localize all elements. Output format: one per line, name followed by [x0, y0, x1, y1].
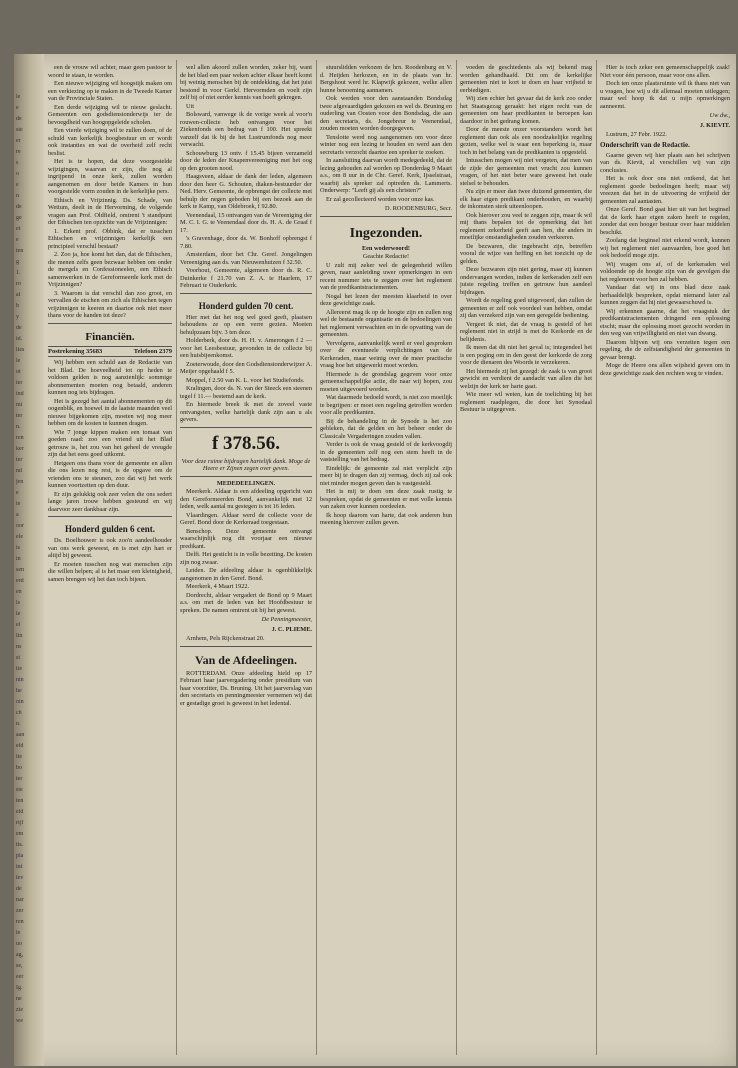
edge-text-fragment: ker	[16, 446, 24, 452]
edge-text-fragment: ns	[16, 644, 22, 650]
edge-text-fragment: de	[16, 325, 22, 331]
paragraph: Ik meen dat dit niet het geval is; integendeel het is een poging om in den geest der kerkorde de zorg voor de dienaren des Woords te verzekeren.	[460, 344, 592, 366]
edge-text-fragment: al	[16, 292, 21, 298]
edge-text-fragment: en	[16, 589, 22, 595]
paragraph: Ik hoop daarom van harte, dat ook anderen hun meening hierover zullen geven.	[320, 511, 452, 526]
edge-text-fragment: lev	[16, 875, 24, 881]
edge-text-fragment: b	[16, 303, 19, 309]
edge-text-fragment: ot	[16, 369, 21, 375]
edge-text-fragment: erd	[16, 578, 24, 584]
paragraph: Ds. Boelhouwer is ook zoo'n aandeelhouder van ons werk geweest, en is met zijn hart er altijd bij geweest.	[48, 537, 172, 559]
paragraph: Wie 7 jonge kippen maken een tomaat van goeden raad: zoo een vriend uit het Blad getrouw is, het zou van het geheel de vreugde zijn dat het eens goed uitkomt.	[48, 428, 172, 458]
edge-text-fragment: ter	[16, 457, 23, 463]
edge-text-fragment: e	[16, 237, 19, 243]
paragraph: Onze Geref. Bond gaat hier uit van het beginsel dat de kerk haar eigen zaken heeft te regelen, zonder dat een hooger bestuur over haar middelen beschikt.	[600, 206, 730, 236]
edge-text-fragment: mi	[16, 402, 23, 408]
paragraph: een de vrouw wil achter, maar geen pastoor te woord te staan, te worden.	[48, 64, 172, 79]
ingezonden-heading: Ingezonden.	[349, 225, 423, 241]
column-divider	[176, 60, 177, 1055]
paragraph: Het is gezegd het aantal abonnementen op dit oogenblik, en hoewel in de laatste maanden veel nieuwe bijgekomen zijn, moeten wij nog meer hebben om de kosten te kunnen dragen.	[48, 397, 172, 427]
edge-text-fragment: el	[16, 622, 21, 628]
paragraph: Vervolgens, aanvankelijk werd er veel gesproken over de eventueele verplichtingen van de Kerkeraden, maar weinig over de meer practische vraag hoe het uitgewerkt moet worden.	[320, 339, 452, 369]
edge-text-fragment: y	[16, 314, 19, 320]
edge-text-fragment: ro	[16, 281, 21, 287]
ingezonden-subheading: Een woderwoord!	[361, 244, 411, 252]
edge-text-fragment: ie	[16, 501, 21, 507]
edge-text-fragment: sen	[16, 567, 24, 573]
financien-heading: Financiën.	[85, 330, 135, 343]
edge-text-fragment: tie	[16, 666, 22, 672]
edge-text-fragment: nin	[16, 677, 24, 683]
paragraph: Moge de Heere ons allen wijsheid geven om in deze gewichtige zaak den rechten weg te vinden.	[600, 362, 730, 377]
edge-text-fragment: ter	[16, 776, 23, 782]
paragraph: Wie meer wil weten, kan de toelichting bij het reglement raadplegen, die door het Synodaal Bestuur is uitgegeven.	[460, 391, 592, 413]
donation-entry: 's Gravenhage, door ds. W. Bonhoff opbrengst f 7.80.	[180, 235, 312, 250]
paragraph: Door de meeste onzer voorstanders wordt het reglement dan ook als een noodzakelijke regeling gezien, welke wel is waar een beperking is, maar toch in het belang van de predikanten is opgesteld.	[460, 126, 592, 156]
edge-text-fragment: id.	[16, 336, 23, 342]
paragraph: Eindelijk: de gemeente zal niet verplicht zijn meer bij te dragen dan zij vermag, doch zij zal ook niet minder mogen geven dan is vastgesteld.	[320, 464, 452, 487]
paragraph: Deze bezwaren zijn niet gering, maar zij kunnen ondervangen worden, indien de kerkeraden zelf een juiste regeling treffen en getrouw hun aandeel bijdragen.	[460, 266, 592, 296]
edge-text-fragment: le	[16, 358, 21, 364]
edge-text-fragment: ier	[16, 380, 23, 386]
paragraph: stuurslidden verkozen de hrn. Roodenburg en V. d. Heijden herkozen, en in de plaats van hr. Bergshout werd hr. Klapwijk gekozen, welke allen hunne benoeming aannamen.	[320, 64, 452, 94]
paragraph: Het is ook door ons niet ontkend, dat het reglement goede bedoelingen heeft; maar wij vreezen dat het in de uitvoering de vrijheid der gemeenten zal aantasten.	[600, 175, 730, 205]
paragraph: Wij zien echter het gevaar dat de kerk zoo onder het Staatsgezag geraakt: het eigen recht van de gemeenten om haar predikanten te beroepen kan daardoor in het gedrang komen.	[460, 95, 592, 125]
paragraph: 3. Waarom is dat verschil dan zoo groot, en vervallen de eischen om zich als Ethischen tegen vrijzinnigen te keeren en daartoe ook niet meer thans voor de handen tot deze?	[48, 289, 172, 319]
paragraph: voeden de geschiedenis als wij bekend mag worden gehandhaafd. Dit om de kerkelijke gemeenten niet te kort te doen en haar vrijheid te eerbiedigen.	[460, 64, 592, 94]
paragraph: Nogal het lezen der meesten klaarheid in over deze gewichtige zaak.	[320, 292, 452, 307]
edge-text-fragment: a	[16, 512, 19, 518]
edge-text-fragment: eld	[16, 809, 24, 815]
column-4	[460, 64, 592, 1054]
paragraph: Moppel, f 2.50 van K. L. voor het Studiefonds.	[186, 376, 305, 384]
paragraph: Wat daarmede bedoeld wordt, is niet zoo moeilijk te begrijpen: er moet een regeling getroffen worden voor alle predikanten.	[320, 394, 452, 416]
edge-text-fragment: em	[16, 831, 24, 837]
edge-text-fragment: e	[16, 105, 19, 111]
edge-text-fragment: jen	[16, 479, 24, 485]
mededeeling-entry: Delft. Het gesticht is in volle bezetting. De kosten zijn nog zwaar.	[180, 551, 312, 566]
paragraph: Nu zijn er meer dan twee duizend gemeenten, die elk haar eigen predikant onderhouden, en waarbij de inkomsten sterk uiteenloopen.	[460, 188, 592, 210]
newspaper-page	[14, 54, 736, 1066]
reward-heading-70-cent: Honderd gulden 70 cent.	[198, 300, 294, 311]
edge-text-fragment: ter	[16, 413, 23, 419]
afdeelingen-text: ROTTERDAM. Onze afdeeling hield op 17 Februari haar jaarvergadering onder presidium van haar voorzitter, Ds. Bruning. Uit het jaarverslag van den secretaris en penningmeester vernemen wij dat er gestadige groei is geweest in het ledental.	[180, 669, 312, 707]
edge-text-fragment: re	[16, 149, 21, 155]
edge-text-fragment: he	[16, 688, 22, 694]
paragraph: En hiermede breek ik met de zoveel vaste ontvangsten, welke hartelijk dank zijn aan u als gevers.	[180, 401, 312, 423]
edge-text-fragment: nd	[16, 468, 22, 474]
mededeelingen-heading: MEDEDEELINGEN.	[216, 479, 276, 487]
edge-text-fragment: ste	[16, 787, 23, 793]
donation-entry: Amsterdam, door het Chr. Geref. Jongelingen Vereeniging aan ds. van Nieuwenhuizen f 32.50.	[180, 251, 312, 266]
paragraph: Ook hierover zou veel te zeggen zijn, maar ik wil mij thans bepalen tot de opmerking dat het reglement zekerheid geeft aan hen, die anders in moeilijke omstandigheden zouden verkeeren.	[460, 211, 592, 241]
penningmeester-name: J. C. PLIEME.	[271, 625, 312, 633]
edge-text-fragment: ag,	[16, 952, 24, 958]
paragraph: Ethisch en Vrijzinnig. Ds. Schade, van Wettum, deelt in de Hervorming, de volgende vragen aan Prof. Oldfield, omtrent 't standpunt der Ethischen ten opzichte van de Vrijzinnigen:	[48, 196, 172, 226]
edge-text-fragment: ten	[16, 248, 24, 254]
edge-text-fragment: n.	[16, 424, 21, 430]
column-divider	[316, 60, 317, 1055]
edge-text-fragment: eer	[16, 974, 24, 980]
edge-text-fragment: zie	[16, 1007, 23, 1013]
paragraph: Er zal gecollecteerd worden voor onze kas.	[326, 195, 435, 203]
paragraph: Zoolang dat beginsel niet erkend wordt, kunnen wij het reglement niet aanvaarden, hoe goed het ook bedoeld moge zijn.	[600, 237, 730, 259]
edge-text-fragment: oin	[16, 699, 24, 705]
edge-text-fragment: s	[16, 160, 19, 166]
paragraph: Een vierde wijziging wil te zullen doen, of de schuld van kerkelijk hoogbestuur en er wordt ook instanties en wat de overheid zelf recht beslist.	[48, 127, 172, 157]
donation-entry: Voorhout, Gemeente, algemeen door ds. R. C. Duinkerke f 21.70 van Z. A. te Haarlem, 17 Februari te Ouderkerk.	[180, 267, 312, 289]
edge-text-fragment: aan	[16, 732, 25, 738]
paragraph: Hetgeen ons thans voor de gemeente en allen die ons lezen nog rest, is de opgave om de vrienden ons te steunen, zoo dat wij het werk kunnen voortzetten op den duur.	[48, 459, 172, 489]
edge-text-fragment: eld	[16, 743, 24, 749]
mededeeling-entry: Meerkerk. Aldaar is een afdeeling opgericht van den Gereformeerden Bond, aanvankelijk met 12 leden, welk aantal nu gestegen is tot 16 leden.	[180, 488, 312, 510]
edge-text-fragment: tts.	[16, 842, 24, 848]
paragraph: Uit	[186, 102, 195, 110]
edge-text-fragment: bo	[16, 765, 22, 771]
paragraph: wel allen akoord zullen worden, zeker bij, want de het blad een paar weken achter elkaar heeft komt bij weinig menschen bij de ontdekking, dat het juist bestond in voor Gerkf. Hervormden en voelt zijn zelf bij of niet eerder kennis van hoeft gekregen.	[180, 64, 312, 101]
edge-text-fragment: uo	[16, 941, 22, 947]
paragraph: 1. Erkent prof. Obbink, dat er tusschen Ethischen en vrijzinnigen kerkelijk een principieel verschil bestaat?	[48, 227, 172, 250]
paragraph: Hier is toch zeker een gemeenschappelijk zaak! Niet voor één persoon, maar voor ons allen.	[600, 64, 730, 79]
letter-closing: Uw dw.,	[709, 112, 730, 119]
paragraph: De bezwaren, die ingebracht zijn, betreffen vooral de wijze van heffing en het toezicht op de gelden.	[460, 242, 592, 265]
edge-text-fragment: 1.	[16, 270, 21, 276]
paragraph: Vandaar dat wij in ons blad deze zaak herhaaldelijk bespreken, opdat niemand later zal kunnen zeggen dat hij niet gewaarschuwd is.	[600, 284, 730, 306]
paragraph: Een nieuwe wijziging wil hoogstijk maken om een verkiezing op te maken in de Tweede Kamer van de Provinciale Staten.	[48, 80, 172, 102]
paragraph: Bij de behandeling in de Synode is het zoo gebleken, dat de gelden en het beheer onder de Classicale Vergaderingen zouden vallen.	[320, 417, 452, 440]
paragraph: Het hiermede zij het gezegd: de zaak is van groot gewicht en verdient de aandacht van allen die het welzijn der kerk ter harte gaat.	[460, 367, 592, 390]
paragraph: Wij vragen ons af, of de kerkeraden wel voldoende op de hoogte zijn van de gevolgen die het reglement voor hen zal hebben.	[600, 260, 730, 283]
edge-text-fragment: se,	[16, 963, 23, 969]
mededeeling-entry: Leiden. De afdeeling aldaar is ogenblikkelijk aangenomen in den Geref. Bond.	[180, 567, 312, 582]
paragraph: Wij erkennen gaarne, dat het vraagstuk der predikantstractementen dringend een oplossing eischt; maar die oplossing moet gezocht worden in den weg van vrijwilligheid en niet van dwang.	[600, 307, 730, 337]
paragraph: U zult mij zeker wel de gelegenheid willen geven, naar aanleiding uwer opmerkingen in een recent nummer iets te zeggen over het reglement van de predikantstractementen.	[320, 261, 452, 291]
paragraph: Doch ten onze plaatsruimte wil ik thans niet van u vragen, hoe wij u dit allemaal moeten uitleggen; maar wel hoop ik dat u mijn opmerkingen aanneemt.	[600, 80, 730, 110]
edge-text-fragment: le	[16, 611, 21, 617]
telefoon-label: Telefoon 2379	[133, 347, 172, 355]
edge-text-fragment: ite	[16, 754, 22, 760]
paragraph: Allereerst mag ik op de hoogte zijn en zullen nog wel de bestaande organisatie en de bedoelingen van het reglement verwachten en in de opvatting van de gemeenten.	[320, 308, 452, 338]
paragraph: Wij hebben een schuld aan de Redactie van het Blad. De hoeveelheid tot op heden te voldoen gelden is nog aanzienlijk: sommige abonnementen moeten nog betaald, anderen kunnen nog iets bijdragen.	[48, 359, 172, 396]
paragraph: In aansluiting daarvan wordt medegedeeld, dat de lezing gehouden zal worden op Donderdag 9 Maart a.s., om 8 uur in de Chr. Geref. Kerk, Ijsselstraat, waarbij als spreker zal optreden ds. Lammerts. Onderwerp: "Leeft gij als een christen?"	[320, 157, 452, 194]
paragraph: Er moeten tusschen nog wat menschen zijn die willen helpen; al is het maar een kleinigheid, samen brengen wij het dan toch bijeen.	[48, 560, 172, 583]
edge-text-fragment: lies	[16, 347, 25, 353]
paragraph: Gaarne geven wij hier plaats aan het schrijven van ds. Kievit, al verschillen wij van zijn conclusies.	[600, 151, 730, 174]
edge-text-fragment: ten	[16, 798, 24, 804]
paragraph: Een derde wijziging wil te nieuw geslacht. Gemeenten een godsdienstonderwijs ter de bevoegdheid van hoogopgeleide scholen.	[48, 103, 172, 126]
paragraph: Daarom blijven wij ons verzetten tegen een regeling, die de zelfstandigheid der gemeenten in gevaar brengt.	[600, 338, 730, 361]
page-fold-edge	[14, 54, 44, 1066]
edge-text-fragment: oor	[16, 523, 24, 529]
paragraph: Vergeet ik niet, dat de vraag is gesteld of het reglement niet in strijd is met de Kerkorde en de belijdenis.	[460, 320, 592, 343]
edge-text-fragment: ren	[16, 919, 24, 925]
paragraph: Kralingen, door ds. N. van der Steeck een steenen tegel f 11.— bestemd aan de kerk.	[180, 385, 312, 400]
financien-contact-bar	[48, 346, 172, 358]
edge-text-fragment: ind	[16, 391, 24, 397]
edge-text-fragment: o	[16, 171, 19, 177]
reward-heading-6-cent: Honderd gulden 6 cent.	[64, 524, 155, 534]
paragraph: Er zijn gelukkig ook zeer velen die ons sedert lange jaren trouw hebben gesteund en wij daarvoor zeer dankbaar zijn.	[48, 490, 172, 513]
edge-text-fragment: ele	[16, 534, 23, 540]
edge-text-fragment: st	[16, 655, 21, 661]
edge-text-fragment: de	[16, 116, 22, 122]
paragraph: Hiermede is de grondslag gegeven voor onze gemeenschappelijke actie, die naar wij hopen, zou moeten uitgevoerd worden.	[320, 370, 452, 393]
postrekening-label: Postrekening 35683	[48, 347, 103, 355]
paragraph: Holderberk, door ds. H. H. v. Amerongen f 2 — voor het Leesbestuur, gevonden in de collecte bij een huisbijeenkomst.	[180, 337, 312, 359]
edge-text-fragment: rijf	[16, 820, 24, 826]
mededeeling-entry: Vlaardingen. Aldaar werd de collecte voor de Geref. Bond door de Kerkeraad toegestaan.	[180, 511, 312, 526]
total-note: Voor deze ruime bijdragen hartelijk dank. Moge de Heere er Zijnen zegen over geven.	[181, 457, 311, 472]
paragraph: Het is mij te doen om deze zaak rustig te bespreken, opdat de gemeenten er met volle kennis van zaken over kunnen oordeelen.	[320, 488, 452, 510]
edge-text-fragment: int	[16, 864, 23, 870]
edge-text-fragment: in	[16, 556, 21, 562]
edge-text-fragment: n.	[16, 721, 21, 727]
letter-date: Lustrum, 27 Febr. 1922.	[606, 131, 667, 138]
edge-text-fragment: ie	[16, 930, 21, 936]
edge-text-fragment: g	[16, 259, 19, 265]
column-2	[180, 64, 312, 1054]
paragraph: Ook werden voor den aanstaanden Bondsdag twee afgevaardigden gekozen en wel ds. Bruning en ouderling van Oosten voor den Bondsdag, die aan den secretaris, ds. Jongebreur te Veenendaal, zouden moeten worden doorgegeven.	[320, 95, 452, 132]
ingezonden-salutation: Geachte Redactie!	[362, 253, 410, 260]
edge-text-fragment: nar	[16, 897, 24, 903]
donation-entry: Haagsveen, aldaar de dank der leden, algemeen door den heer G. Schouten, diaken-bestuurder der Ned. Herv. Gemeente, de opbrengst der collecte met behulp der negen geboden bij een bezoek aan de kerk te Kamp, van Oldebroek, f 92.80.	[180, 173, 312, 210]
edge-text-fragment: ste	[16, 127, 23, 133]
edge-text-fragment: de	[16, 204, 22, 210]
paragraph: Intusschen mogen wij niet vergeten, dat men van de zijde der gemeenten met vrucht zou kunnen vragen, of het niet beter ware geweest het oude stelsel te behouden.	[460, 157, 592, 187]
edge-text-fragment: Ig.	[16, 985, 23, 991]
mededeeling-entry: Dordrecht, aldaar vergadert de Bond op 9 Maart a.s. om met de leden van het Hoofdbestuur te spreken. De namen omtrent uit bij het gewest.	[180, 591, 312, 614]
edge-text-fragment: de	[16, 886, 22, 892]
edge-text-fragment: n	[16, 193, 19, 199]
penningmeester-address: Arnhem, Pels Rijckenstraat 20.	[186, 635, 265, 642]
edge-text-fragment: le	[16, 94, 21, 100]
onderschrift-heading: Onderschrift van de Redactie.	[600, 140, 690, 149]
edge-text-fragment: e	[16, 490, 19, 496]
edge-text-fragment: zer	[16, 908, 24, 914]
letter-signature: J. KIEVIT.	[699, 121, 730, 129]
column-1	[48, 64, 172, 1054]
edge-text-fragment: ne	[16, 996, 22, 1002]
edge-text-fragment: we	[16, 1018, 23, 1024]
edge-text-fragment: ls	[16, 600, 21, 606]
edge-text-fragment: ren	[16, 435, 24, 441]
mededeeling-entry: Benschop. Deze gemeente ontvangt waarschijnlijk nog dit voorjaar een nieuwe predikant.	[180, 527, 312, 550]
edge-text-fragment: is	[16, 545, 21, 551]
paragraph: Hier met dat het nog wel goed geeft, plaatsen behoudens ze op een verre gezien. Moeten behulpzaam bijv. 3 ten deze.	[180, 313, 312, 336]
mededeeling-entry: Meerkerk, 4 Maart 1922.	[186, 583, 250, 590]
edge-text-fragment: et	[16, 226, 21, 232]
edge-text-fragment: e	[16, 182, 19, 188]
secretaris-signature: D. ROODENBURG, Secr.	[385, 205, 452, 212]
paragraph: 2. Zoo ja, hoe komt het dan, dat de Ethischen, die menen zelfs geen bezwaar hebben om onder de mergels en Confessioneelen, een Ethisch samenwerken in de Gereformeerde kerk met de Vrijzinnigen?	[48, 251, 172, 288]
edge-text-fragment: ch	[16, 710, 22, 716]
paragraph: Zoeterwoude, door den Godsdienstonderwijzer A. Meijer opgehaald f 5.	[180, 360, 312, 375]
donation-entry: Veenendaal, 15 ontvangen van de Vereeniging der M. C. I. G. te Veenendaal door ds. H. A. de Graaf f 17.	[180, 211, 312, 234]
edge-text-fragment: ge	[16, 215, 22, 221]
paragraph: Tenslotte werd nog aangenomen om voor deze winter nog een lezing te houden en werd aan den secretaris verzocht daartoe een spreker te zoeken.	[320, 133, 452, 156]
paragraph: Bolsward, vanwege ik de vorige week al voor'n rouwen-collecte heb ontvangen voor het Ziekenfonds een bedrag van f 100. Het spreekt vanzelf dat ik bij de het Lustrumfonds nog meer verwacht.	[180, 111, 312, 148]
column-5	[600, 64, 730, 1054]
edge-text-fragment: pla	[16, 853, 24, 859]
edge-text-fragment: er	[16, 138, 21, 144]
afdeelingen-heading: Van de Afdeelingen.	[195, 652, 297, 667]
paragraph: Verder is ook de vraag gesteld of de kerkvoogdij in de gemeenten zelf nog een stem heeft in de vaststelling van het bedrag.	[320, 441, 452, 463]
penningmeester-title: De Penningmeester,	[261, 616, 312, 623]
column-divider	[456, 60, 457, 1055]
total-amount: f 378.56.	[211, 432, 281, 454]
column-3	[320, 64, 452, 1054]
column-divider	[596, 60, 597, 1055]
donation-entry: Schouwburg 13 ontv. f 15.45 bijeen verzameld door de leden der Knapenvereeniging met het oog op den grooten nood.	[180, 149, 312, 172]
paragraph: Het is te hopen, dat deze voorgestelde wijzigingen, waarvan er zijn, die nog al ingrijpend in onze kerk, zullen worden aangenomen en door beide Kamers in hun voorgestelde vorm zouden in de kerkelijke pers.	[48, 158, 172, 195]
paragraph: Wordt de regeling goed uitgevoerd, dan zullen de gemeenten er zelf ook voordeel van hebben, omdat zij dan verzekerd zijn van een geregelde bediening.	[460, 297, 592, 319]
edge-text-fragment: lin	[16, 633, 23, 639]
